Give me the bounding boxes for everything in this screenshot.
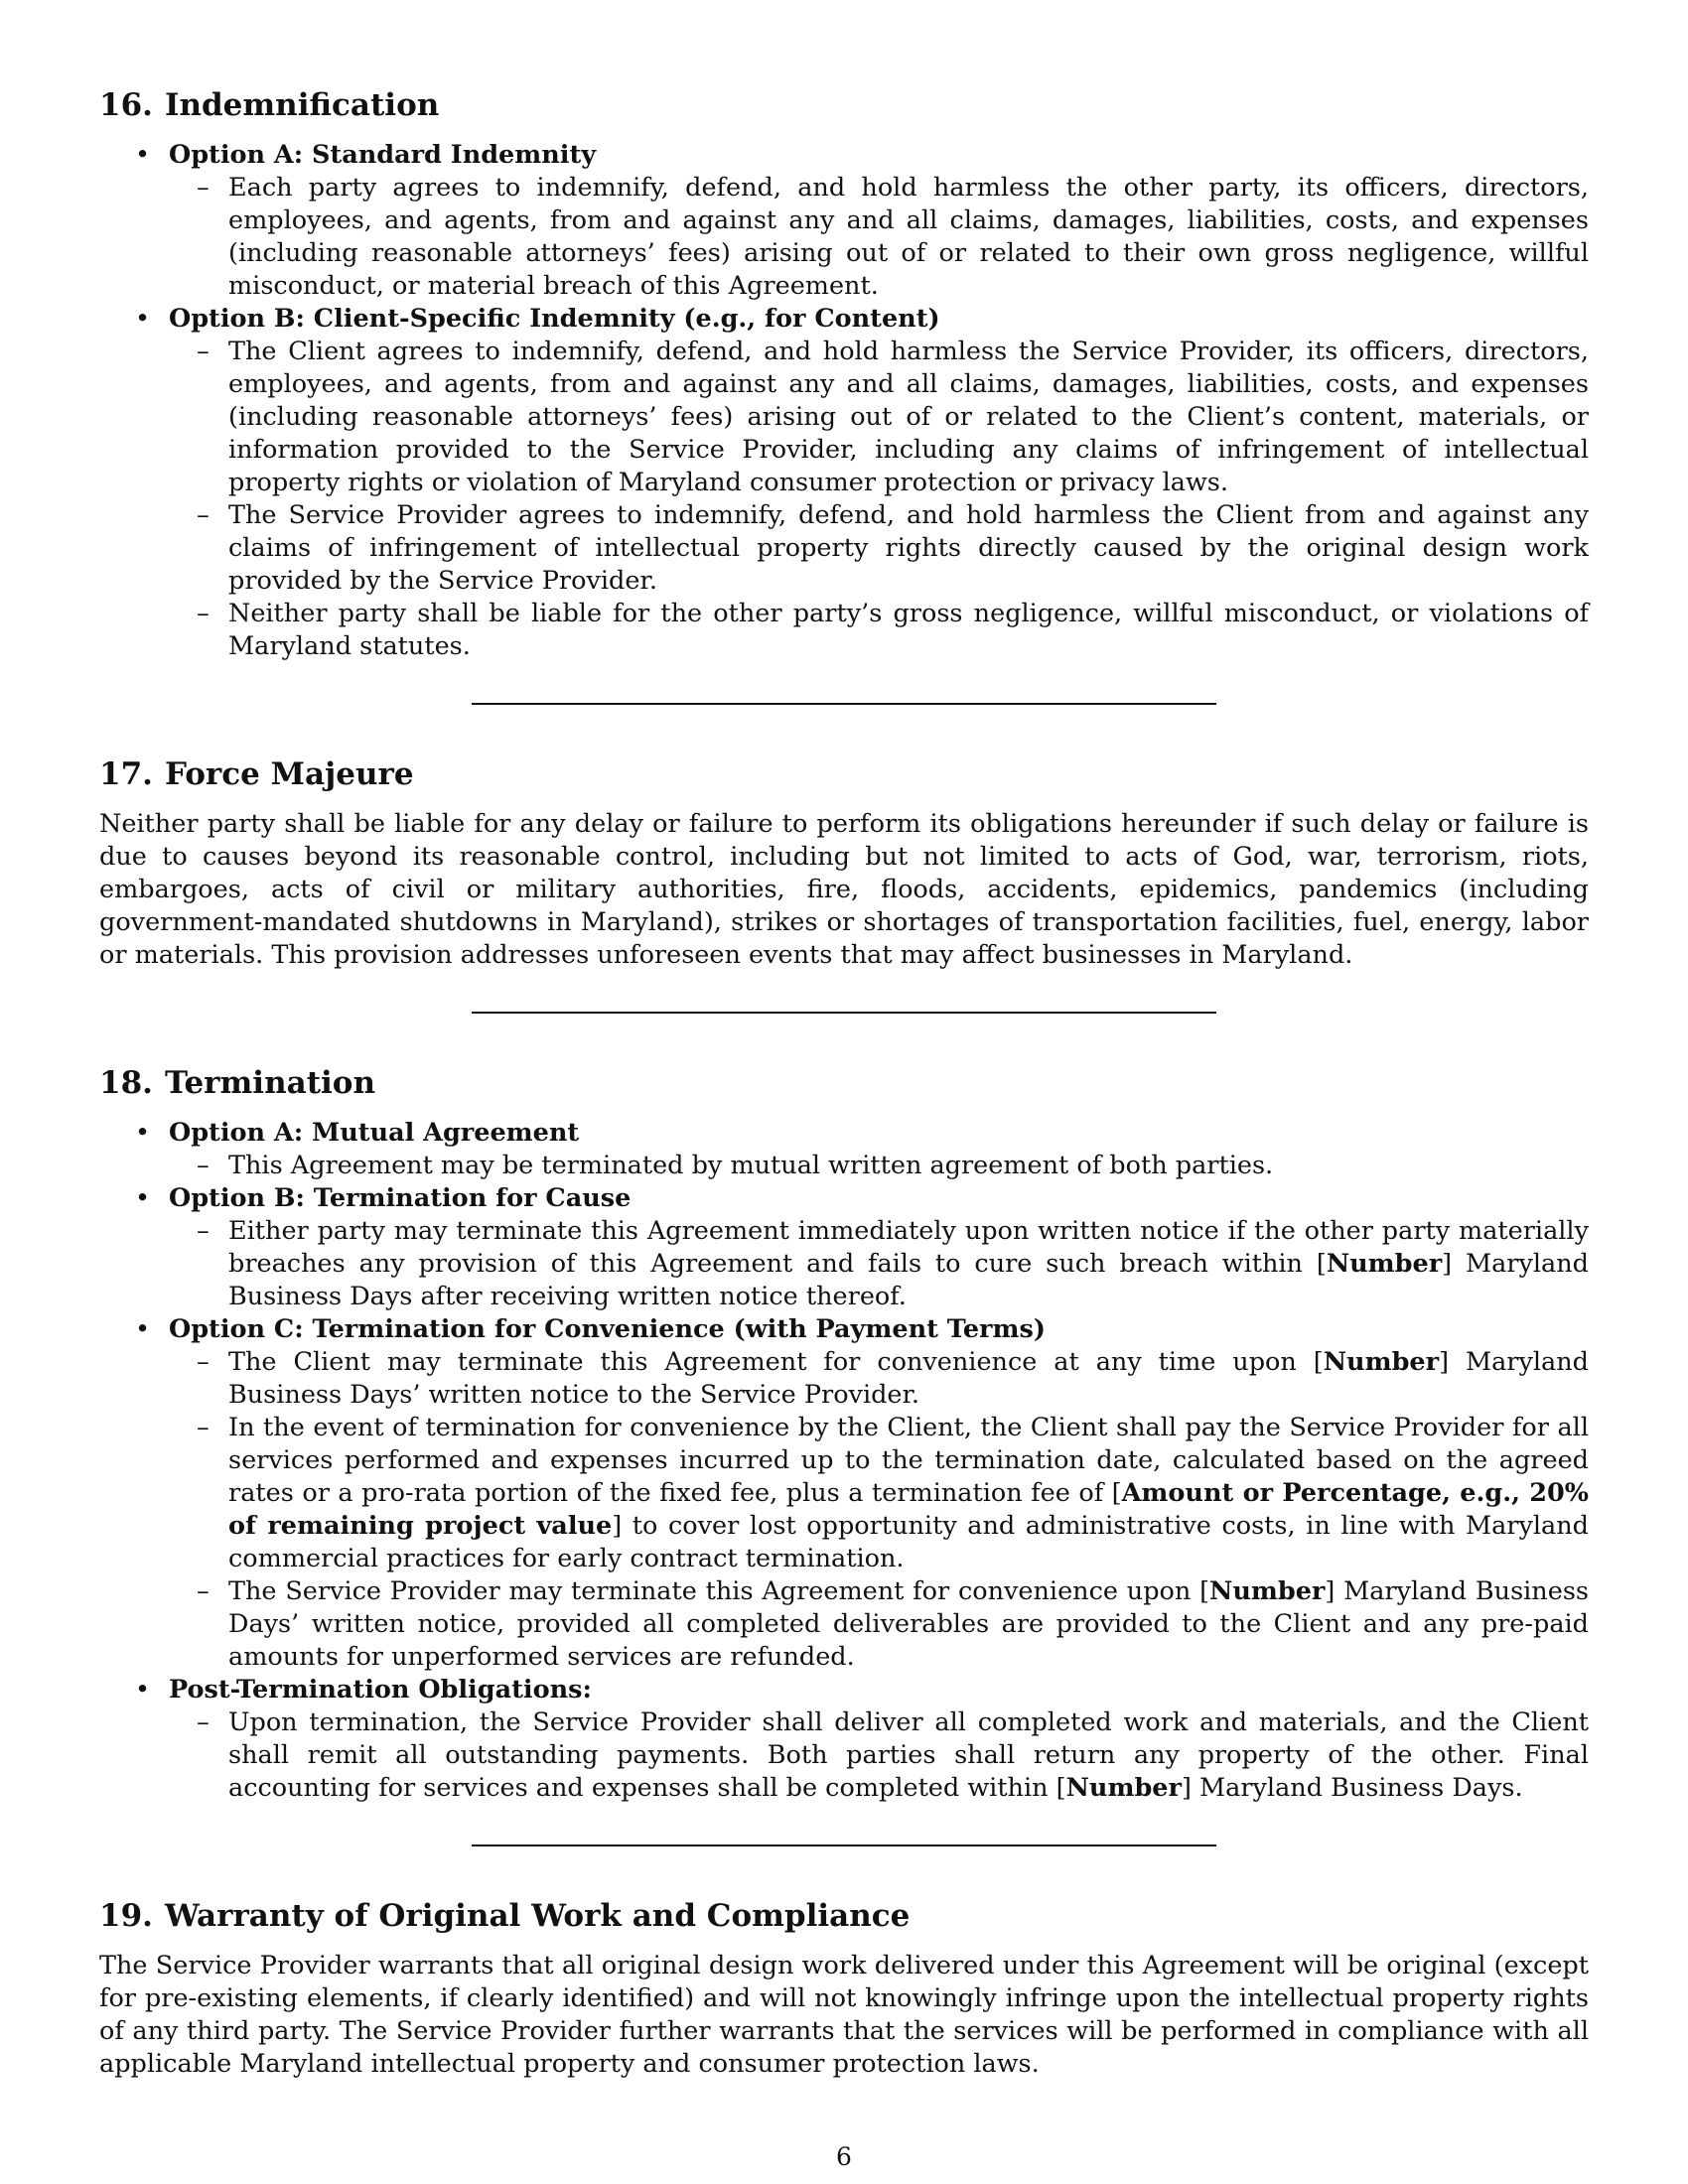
option-title: Option B: Termination for Cause xyxy=(169,1183,632,1213)
dash-icon: – xyxy=(197,337,210,366)
placeholder-field: Number xyxy=(1326,1249,1443,1279)
sub-item xyxy=(169,1150,1589,1182)
sub-list xyxy=(169,1706,1589,1805)
option-item xyxy=(99,303,1589,663)
bullet-icon: • xyxy=(135,1118,151,1148)
dash-icon: – xyxy=(197,1707,210,1737)
section-title: Indemnification xyxy=(164,87,440,123)
sub-item xyxy=(169,598,1589,663)
option-title: Option B: Client-Specific Indemnity (e.g., for Content) xyxy=(169,304,940,334)
sub-list xyxy=(169,336,1589,663)
option-item xyxy=(99,1117,1589,1182)
sub-item-text: ] Maryland Business Days’ written notice to the Service Provider. xyxy=(228,1347,1589,1410)
dash-icon: – xyxy=(197,1413,210,1442)
dash-icon: – xyxy=(197,1151,210,1180)
sub-item-text: ] Maryland Business Days after receiving written notice thereof. xyxy=(228,1249,1589,1311)
section-body: The Service Provider warrants that all original design work delivered under this Agreement will be original (except for pre-existing elements, if clearly identified) and will not knowingly infringe upon the intellectual property rights of any third party. The Service Provider further warrants that the services will be performed in compliance with all applicable Maryland intellectual property and consumer protection laws. xyxy=(99,1951,1589,2079)
page-content xyxy=(99,85,1589,2081)
dash-icon: – xyxy=(197,599,210,628)
sub-item xyxy=(169,1412,1589,1575)
section-heading xyxy=(99,85,1589,125)
option-item xyxy=(99,1182,1589,1313)
placeholder-field: Number xyxy=(1323,1347,1440,1377)
option-title: Option A: Standard Indemnity xyxy=(169,140,597,170)
sub-list xyxy=(169,1346,1589,1674)
option-item xyxy=(99,1674,1589,1805)
section-divider xyxy=(472,1844,1216,1846)
sub-item-text: ] Maryland Business Days’ written notice, provided all completed deliverables are provided to the Client and any pre-paid amounts for unperformed services are refunded. xyxy=(228,1576,1589,1672)
sub-item-text: The Client may terminate this Agreement for convenience at any time upon [ xyxy=(228,1347,1324,1377)
bullet-icon: • xyxy=(135,1183,151,1213)
sub-item-text: Neither party shall be liable for the other party’s gross negligence, willful misconduct, or violations of Maryland statutes. xyxy=(228,599,1589,661)
dash-icon: – xyxy=(197,1347,210,1377)
sub-item-text: Upon termination, the Service Provider shall deliver all completed work and materials, and the Client shall remit all outstanding payments. Both parties shall return any property of the other. Final accounting for services and expenses shall be completed within [ xyxy=(228,1707,1589,1803)
section-number: 16. xyxy=(99,87,153,123)
sub-item-text: ] Maryland Business Days. xyxy=(1181,1773,1523,1803)
section-number: 18. xyxy=(99,1065,153,1101)
sub-item-text: The Service Provider agrees to indemnify, defend, and hold harmless the Client from and against any claims of infringement of intellectual property rights directly caused by the original design work provided by the Service Provider. xyxy=(228,500,1589,596)
section-19 xyxy=(99,1896,1589,2081)
section-18 xyxy=(99,1063,1589,1805)
section-number: 19. xyxy=(99,1898,153,1934)
sub-item xyxy=(169,336,1589,499)
section-divider xyxy=(472,703,1216,705)
section-heading xyxy=(99,754,1589,794)
option-list xyxy=(99,139,1589,663)
option-title: Option C: Termination for Convenience (with Payment Terms) xyxy=(169,1314,1046,1344)
dash-icon: – xyxy=(197,173,210,203)
sub-item xyxy=(169,1346,1589,1412)
option-title: Post-Termination Obligations: xyxy=(169,1675,592,1705)
bullet-icon: • xyxy=(135,1314,151,1344)
sub-item xyxy=(169,499,1589,598)
section-title: Force Majeure xyxy=(164,756,414,792)
sub-item-text: ] to cover lost opportunity and administrative costs, in line with Maryland commercial practices for early contract termination. xyxy=(228,1511,1589,1573)
section-body: Neither party shall be liable for any delay or failure to perform its obligations hereunder if such delay or failure is due to causes beyond its reasonable control, including but not limited to acts of God, war, terrorism, riots, embargoes, acts of civil or military authorities, fire, floods, accidents, epidemics, pandemics (including government-mandated shutdowns in Maryland), strikes or shortages of transportation facilities, fuel, energy, labor or materials. This provision addresses unforeseen events that may affect businesses in Maryland. xyxy=(99,809,1589,970)
placeholder-field: Amount or Percentage, e.g., 20% of remaining project value xyxy=(228,1478,1589,1541)
sub-item xyxy=(169,1215,1589,1313)
sub-item xyxy=(169,1575,1589,1674)
sub-item-text: The Client agrees to indemnify, defend, and hold harmless the Service Provider, its officers, directors, employees, and agents, from and against any and all claims, damages, liabilities, costs, and expenses (including reasonable attorneys’ fees) arising out of or related to the Client’s content, materials, or information provided to the Service Provider, including any claims of infringement of intellectual property rights or violation of Maryland consumer protection or privacy laws. xyxy=(228,337,1589,497)
sub-item-text: Either party may terminate this Agreement immediately upon written notice if the other party materially breaches any provision of this Agreement and fails to cure such breach within [ xyxy=(228,1216,1589,1279)
option-list xyxy=(99,1117,1589,1805)
section-number: 17. xyxy=(99,756,153,792)
sub-item-text: This Agreement may be terminated by mutual written agreement of both parties. xyxy=(228,1151,1274,1180)
section-title: Termination xyxy=(164,1065,376,1101)
option-item xyxy=(99,1313,1589,1674)
section-title: Warranty of Original Work and Compliance xyxy=(164,1898,911,1934)
page-number: 6 xyxy=(836,2142,852,2171)
option-title: Option A: Mutual Agreement xyxy=(169,1118,580,1148)
sub-list xyxy=(169,1215,1589,1313)
section-heading xyxy=(99,1896,1589,1936)
placeholder-field: Number xyxy=(1209,1576,1326,1606)
placeholder-field: Number xyxy=(1065,1773,1182,1803)
sub-item xyxy=(169,1706,1589,1805)
dash-icon: – xyxy=(197,1216,210,1246)
section-17 xyxy=(99,754,1589,972)
section-16 xyxy=(99,85,1589,663)
sub-list xyxy=(169,172,1589,303)
bullet-icon: • xyxy=(135,304,151,334)
sub-item xyxy=(169,172,1589,303)
bullet-icon: • xyxy=(135,1675,151,1705)
sub-item-text: In the event of termination for convenience by the Client, the Client shall pay the Service Provider for all services performed and expenses incurred up to the termination date, calculated based on the agreed rates or a pro-rata portion of the fixed fee, plus a termination fee of [ xyxy=(228,1413,1589,1508)
sub-item-text: The Service Provider may terminate this Agreement for convenience upon [ xyxy=(228,1576,1210,1606)
option-item xyxy=(99,139,1589,303)
dash-icon: – xyxy=(197,500,210,530)
bullet-icon: • xyxy=(135,140,151,170)
sub-list xyxy=(169,1150,1589,1182)
section-heading xyxy=(99,1063,1589,1103)
sub-item-text: Each party agrees to indemnify, defend, and hold harmless the other party, its officers, directors, employees, and agents, from and against any and all claims, damages, liabilities, costs, and expenses (including reasonable attorneys’ fees) arising out of or related to their own gross negligence, willful misconduct, or material breach of this Agreement. xyxy=(228,173,1589,301)
section-divider xyxy=(472,1012,1216,1014)
dash-icon: – xyxy=(197,1576,210,1606)
